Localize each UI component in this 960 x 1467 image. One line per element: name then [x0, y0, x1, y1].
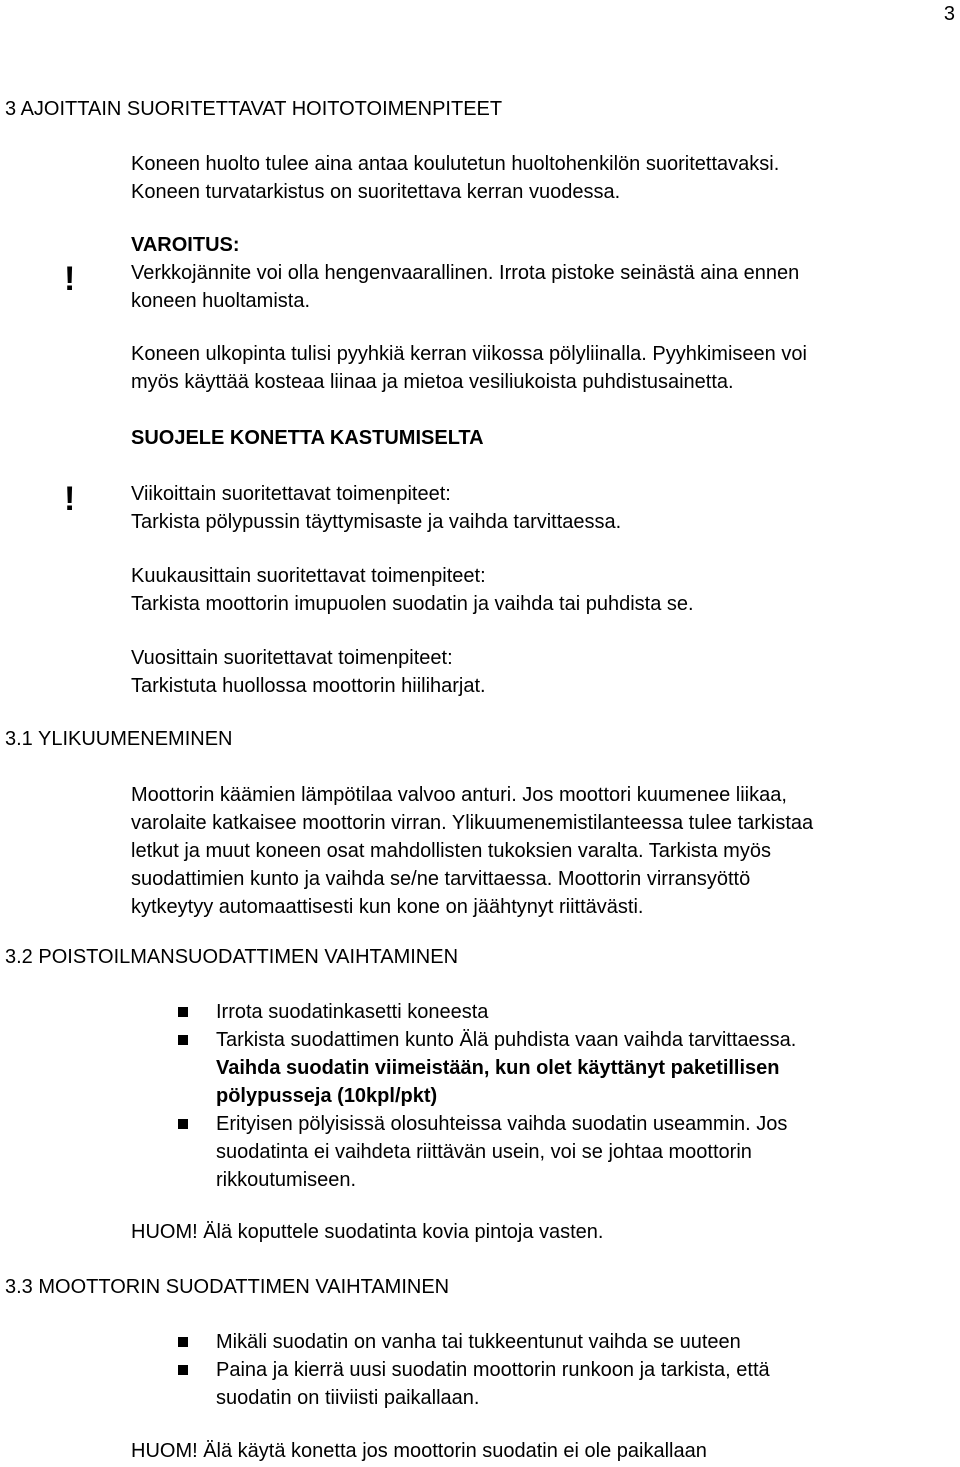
warning-block [131, 231, 799, 315]
section-3-title: 3 AJOITTAIN SUORITETTAVAT HOITOTOIMENPITEET [5, 98, 503, 120]
page-number: 3 [943, 3, 955, 25]
yearly-line: Vuosittain suoritettavat toimenpiteet: [131, 647, 453, 669]
section-3-1-title: 3.1 YLIKUUMENEMINEN [5, 728, 233, 750]
list-item-text: Mikäli suodatin on vanha tai tukkeentunut vaihda se uuteen [216, 1331, 741, 1353]
overheat-line: kytkeytyy automaattisesti kun kone on jäähtynyt riittävästi. [131, 896, 644, 918]
list-item-bold-text: pölypusseja (10kpl/pkt) [216, 1085, 438, 1107]
yearly-line: Tarkistuta huollossa moottorin hiiliharjat. [131, 675, 486, 697]
overheat-line: Moottorin käämien lämpötilaa valvoo anturi. Jos moottori kuumenee liikaa, [131, 784, 787, 806]
cleaning-paragraph [131, 340, 807, 396]
list-item-text: Tarkista suodattimen kunto Älä puhdista vaan vaihda tarvittaessa. [216, 1029, 797, 1051]
warning-exclamation-icon: ! [64, 480, 76, 518]
monthly-line: Kuukausittain suoritettavat toimenpiteet: [131, 565, 486, 587]
bullet-square-icon [178, 1035, 188, 1045]
monthly-block [131, 562, 694, 618]
weekly-line: Viikoittain suoritettavat toimenpiteet: [131, 483, 451, 505]
monthly-line: Tarkista moottorin imupuolen suodatin ja vaihda tai puhdista se. [131, 593, 694, 615]
weekly-line: Tarkista pölypussin täyttymisaste ja vaihda tarvittaessa. [131, 511, 622, 533]
bullet-square-icon [178, 1119, 188, 1129]
bullet-square-icon [178, 1337, 188, 1347]
overheat-line: letkut ja muut koneen osat mahdollisten tukoksien varalta. Tarkista myös [131, 840, 771, 862]
bullet-square-icon [178, 1365, 188, 1375]
filter-bullet-list [178, 998, 938, 1194]
intro-line: Koneen turvatarkistus on suoritettava kerran vuodessa. [131, 181, 621, 203]
overheat-line: varolaite katkaisee moottorin virran. Ylikuumenemistilanteessa tulee tarkistaa [131, 812, 814, 834]
cleaning-line: myös käyttää kosteaa liinaa ja mietoa vesiliukoista puhdistusainetta. [131, 371, 734, 393]
intro-line: Koneen huolto tulee aina antaa koulutetun huoltohenkilön suoritettavaksi. [131, 153, 780, 175]
section-3-intro [131, 150, 779, 206]
section-3-3-title: 3.3 MOOTTORIN SUODATTIMEN VAIHTAMINEN [5, 1276, 450, 1298]
list-item-text: Paina ja kierrä uusi suodatin moottorin runkoon ja tarkista, että [216, 1359, 770, 1381]
list-item [178, 1110, 938, 1194]
warning-exclamation-icon: ! [64, 260, 76, 298]
overheat-paragraph [131, 781, 813, 921]
list-item-text: suodatinta ei vaihdeta riittävän usein, voi se johtaa moottorin [216, 1141, 752, 1163]
list-item [178, 1026, 938, 1110]
bullet-square-icon [178, 1007, 188, 1017]
list-item-bold-text: Vaihda suodatin viimeistään, kun olet käyttänyt paketillisen [216, 1057, 780, 1079]
section-3-3-note: HUOM! Älä käytä konetta jos moottorin suodatin ei ole paikallaan [131, 1440, 707, 1462]
list-item [178, 1328, 938, 1356]
cleaning-line: Koneen ulkopinta tulisi pyyhkiä kerran viikossa pölyliinalla. Pyyhkimiseen voi [131, 343, 807, 365]
yearly-block [131, 644, 486, 700]
warning-title: VAROITUS: [131, 234, 240, 256]
motor-filter-bullet-list [178, 1328, 938, 1412]
section-3-2-note: HUOM! Älä koputtele suodatinta kovia pintoja vasten. [131, 1221, 604, 1243]
overheat-line: suodattimien kunto ja vaihda se/ne tarvittaessa. Moottorin virransyöttö [131, 868, 751, 890]
list-item-text: Erityisen pölyisissä olosuhteissa vaihda suodatin useammin. Jos [216, 1113, 788, 1135]
list-item-text: Irrota suodatinkasetti koneesta [216, 1001, 489, 1023]
warning-line: koneen huoltamista. [131, 290, 311, 312]
list-item [178, 998, 938, 1026]
list-item-text: suodatin on tiiviisti paikallaan. [216, 1387, 480, 1409]
list-item [178, 1356, 938, 1412]
weekly-block [131, 480, 621, 536]
protect-title: SUOJELE KONETTA KASTUMISELTA [131, 427, 484, 449]
warning-line: Verkkojännite voi olla hengenvaarallinen. Irrota pistoke seinästä aina ennen [131, 262, 800, 284]
list-item-text: rikkoutumiseen. [216, 1169, 357, 1191]
section-3-2-title: 3.2 POISTOILMANSUODATTIMEN VAIHTAMINEN [5, 946, 459, 968]
